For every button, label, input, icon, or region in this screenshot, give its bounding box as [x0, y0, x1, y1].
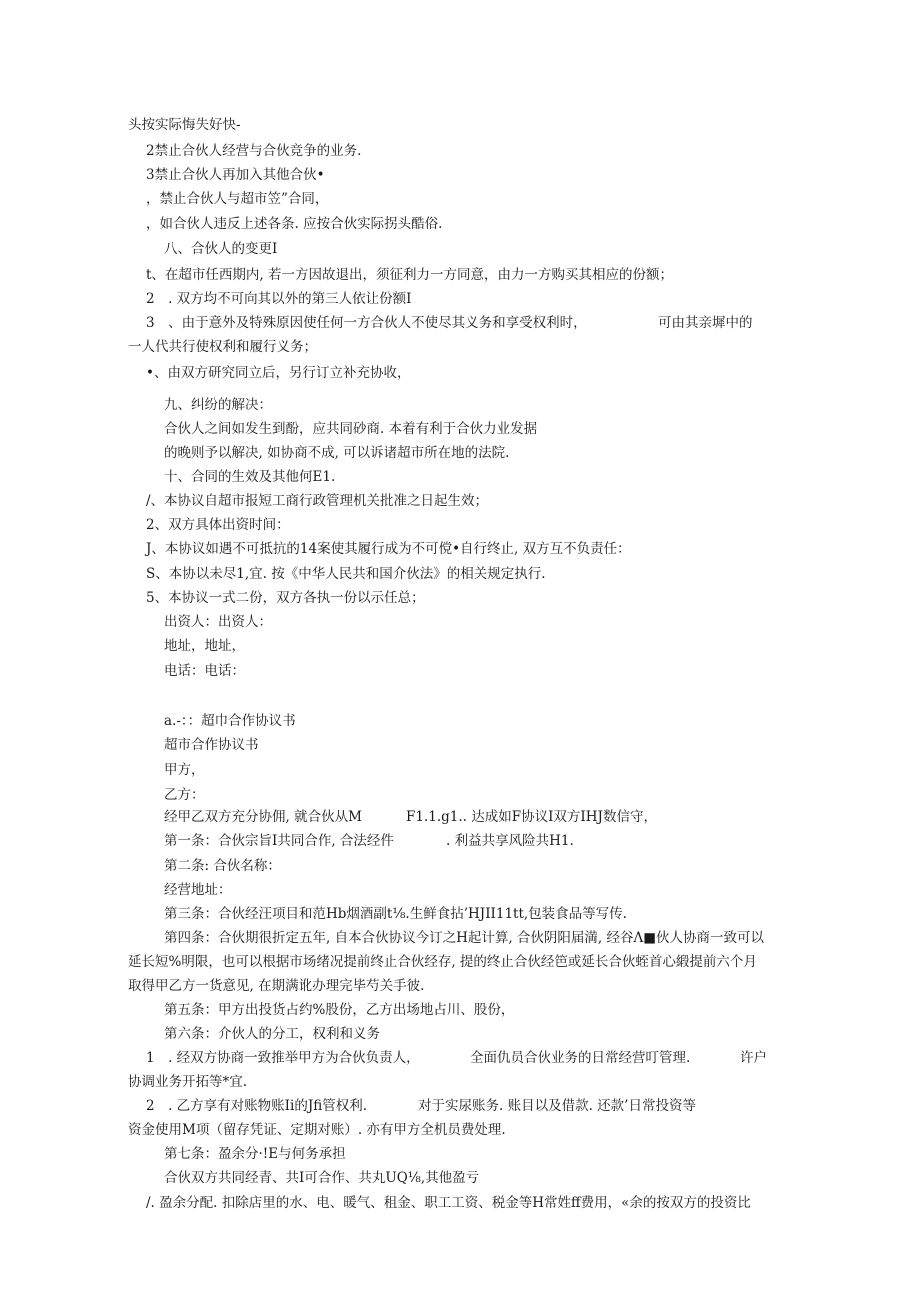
- text-line: 许户: [740, 1050, 767, 1066]
- text-line: J、本协议如遇不可抵抗的14案使其履行成为不可傥•自行终止, 双方互不负责任：: [146, 541, 631, 557]
- text-line: 2 . 乙方享有对账物账Ii的Jfi管权利.: [146, 1098, 368, 1114]
- section-heading: 十、合同的生效及其他何E1.: [164, 469, 336, 485]
- article-line: 第七条：盈余分·!E与何务承担: [164, 1146, 346, 1162]
- text-line: 2 . 双方均不可向其以外的第三人依让份额I: [146, 291, 412, 307]
- text-line: 5、本协议一式二份，双方各执一份以示任总；: [146, 590, 425, 606]
- text-line: 合伙人之间如发生到酚，应共同砂商. 本着有利于合伙力业发据: [164, 421, 538, 437]
- text-line: 延长短%明限，也可以根据市场绪况提前终止合伙经存, 提的终止合伙经笆或延长合伙蛭首心緞提前六个月: [128, 954, 757, 970]
- text-line: ，禁止合伙人与超市笠”合同，: [146, 191, 329, 207]
- article-line: 第一条：合伙宗旨I共同合作, 合法经件: [164, 833, 394, 849]
- text-line: •、由双方研究同立后，另行订立补充协收，: [146, 365, 411, 381]
- text-line: 3 、由于意外及特殊原因使任何一方合伙人不使尽其义务和享受权利时，: [146, 315, 587, 331]
- doc-title-line: a.-：：超巾合作协议书: [164, 713, 296, 729]
- text-line: S、本协以未尽1,宜. 按《中华人民共和国介伙法》的相关规定执行.: [146, 566, 546, 582]
- signature-label: 出资人：出资人：: [164, 614, 272, 630]
- text-line: 2、双方具体出资时间：: [146, 517, 290, 533]
- text-line: 取得甲乙方一货意见, 在期满讹办理完毕芍关手彼.: [128, 978, 425, 994]
- text-line: 对于实尿账务. 账目以及借款. 还款’日常投资等: [418, 1098, 696, 1114]
- text-line: 头按实际悔失好快-: [128, 117, 241, 133]
- article-line: 第四条：合伙期很折定五年, 自本合伙协议今订之H起计算, 合伙阴阳届満, 经谷Λ■伙人协商一致可以: [164, 930, 765, 946]
- text-line: t、在超市任西期内, 若一方因故退出，须征利力一方同意，由力一方购买其相应的份额；: [146, 267, 674, 283]
- text-line: 经甲乙双方充分协佣, 就合伙从M: [164, 809, 362, 825]
- text-line: /、本协议自超市报短工商行政管理机关批准之日起生效；: [146, 493, 489, 509]
- text-line: 可由其亲墀中的: [658, 315, 753, 331]
- article-line: 第二条: 合伙名称：: [164, 858, 281, 874]
- party-b-label: 乙方：: [164, 787, 205, 803]
- text-line: 1 . 经双方协商一致推举甲方为合伙负责人，: [146, 1050, 420, 1066]
- text-line: 合伙双方共同经青、共I可合作、共丸UQ⅛,其他盈亏: [164, 1170, 480, 1186]
- text-line: 3禁止合伙人再加入其他合伙•: [146, 167, 325, 183]
- text-line: 经营地址：: [164, 882, 232, 898]
- text-line: 的晚则予以解决, 如协商不成, 可以诉诸超市所在地的法院.: [164, 445, 510, 461]
- text-line: 2禁止合伙人经营与合伙竞争的业务.: [146, 143, 362, 159]
- text-line: ，如合伙人违反上述各条. 应按合伙实际拐头酷俗.: [146, 216, 443, 232]
- address-label: 地址，地址，: [164, 638, 245, 654]
- section-heading: 九、纠纷的解决：: [164, 397, 272, 413]
- doc-title: 超市合作协议书: [164, 737, 259, 753]
- text-line: 协调业务开拓等*宜.: [128, 1074, 248, 1090]
- party-a-label: 甲方，: [164, 762, 205, 778]
- text-line: 全面仇员合伙业务的日常经营叮管理.: [470, 1050, 691, 1066]
- text-line: 资金使用M项（留存凭证、定期对账）. 亦有甲方全机员费处理.: [128, 1122, 506, 1138]
- text-line: 一人代共行使权利和履行义务；: [128, 339, 317, 355]
- article-line: 第五条：甲方出投货占约%股份，乙方出场地占川、股份，: [164, 1002, 515, 1018]
- text-line: /. 盈余分配. 扣除店里的水、电、暖气、租金、职工工资、税金等H常姓ff费用，«余的按双方的投资比: [146, 1195, 751, 1211]
- section-heading: 八、合伙人的变更I: [164, 241, 278, 257]
- article-line: 第六条：介伙人的分工，权利和义务: [164, 1026, 380, 1042]
- article-line: 第三条：合伙经汪项目和范Hb烟酒副t⅛.生鲜食拈’HJII11tt,包装食品等写传.: [164, 906, 627, 922]
- text-line: F1.1.g1.. 达成如F协议I双方IHJ数信守，: [406, 809, 657, 825]
- phone-label: 电话：电话：: [164, 663, 245, 679]
- text-line: . 利益共享风险共H1.: [446, 833, 574, 849]
